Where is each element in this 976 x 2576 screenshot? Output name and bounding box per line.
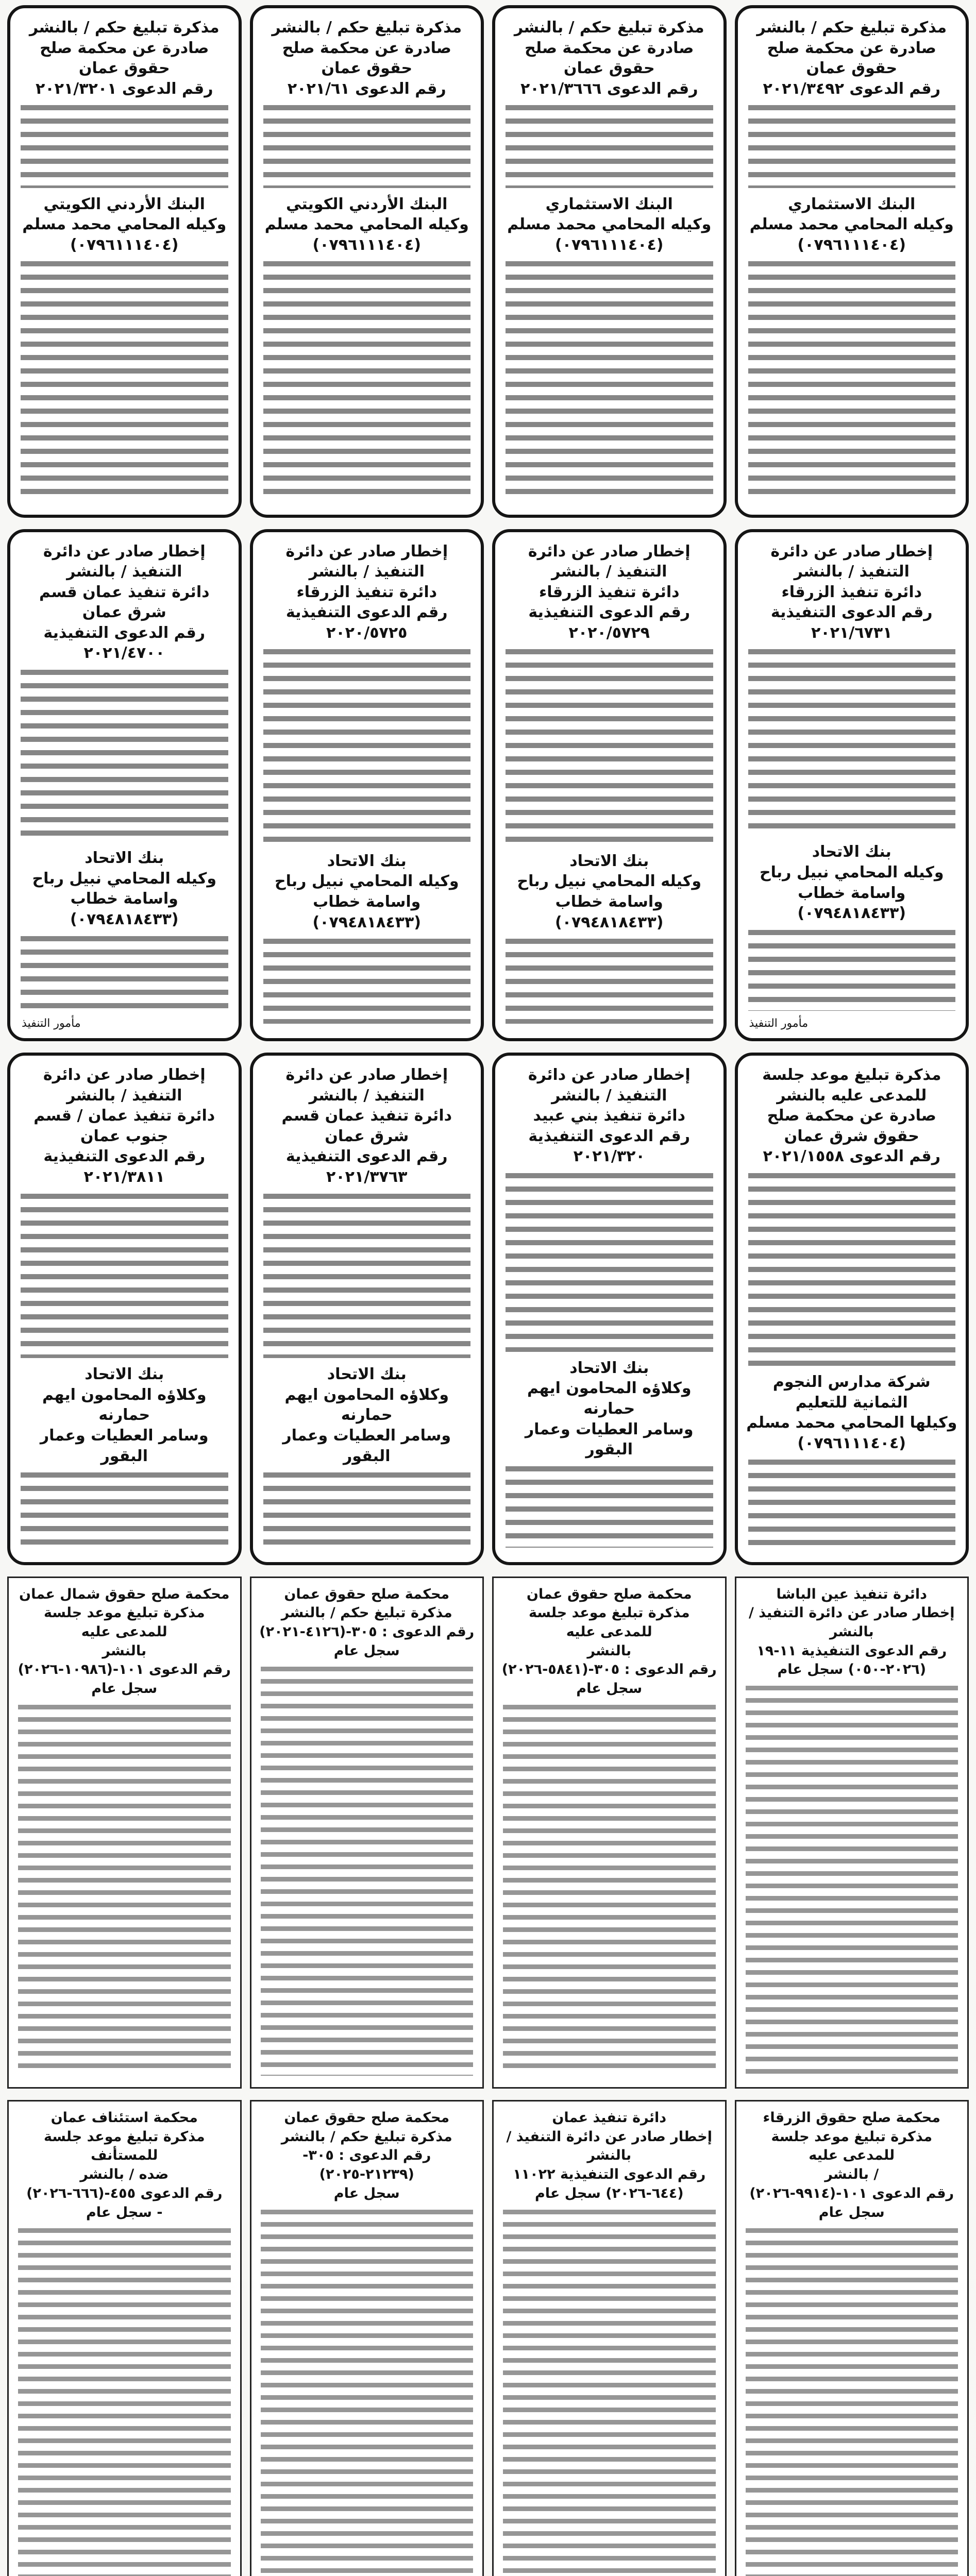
notice-party-line: بنك الاتحاد	[85, 849, 164, 868]
notice-header-line: بالنشر	[587, 1642, 632, 1659]
notice-party-line: البنك الاستثماري	[788, 195, 916, 213]
notice-footer-line: مأمور التنفيذ	[22, 1017, 81, 1030]
notice-header-line: رقم الدعوى التنفيذية	[285, 603, 448, 622]
legal-notice	[7, 1053, 242, 1565]
notice-party	[261, 851, 473, 933]
notice-party-line: بنك الاتحاد	[327, 1365, 407, 1384]
notice-header-line: دائرة تنفيذ عمان قسم شرق عمان	[281, 1107, 452, 1145]
notice-header-line: مذكرة تبليغ موعد جلسة للمدعى عليه	[43, 1605, 205, 1640]
notice-party	[746, 1372, 958, 1453]
notice-body-text	[261, 1667, 474, 2076]
legal-notice	[7, 2100, 242, 2576]
notice-header-line: محكمة صلح حقوق شمال عمان	[19, 1586, 230, 1602]
notice-body-text	[506, 261, 713, 500]
notice-header-line: رقم الدعوى ١٠١-(٩٩١٤-٢٠٢٦) سجل عام	[749, 2185, 954, 2221]
legal-notice	[250, 5, 484, 518]
notice-header-line: رقم الدعوى التنفيذية ١١٠٢٢	[513, 2166, 706, 2183]
notice-party-line: وكيله المحامي محمد مسلم	[22, 215, 227, 234]
notice-header-line: ٢٠٢١/٣٢٠	[573, 1147, 645, 1166]
notice-header	[503, 18, 715, 99]
notice-header-line: رقم الدعوى ٢٠٢١/٣٤٩٢	[763, 79, 940, 98]
notice-header-line: مذكرة تبليغ موعد جلسة للمدعى عليه بالنشر	[762, 1066, 941, 1105]
notice-party-line: بنك الاتحاد	[327, 852, 407, 870]
notice-header-line: مذكرة تبليغ حكم / بالنشر	[281, 2128, 452, 2145]
notice-header	[19, 541, 230, 664]
notice-body-text	[746, 1686, 958, 2076]
notice-body-text	[503, 1705, 716, 2076]
notice-party-line: وكلاؤه المحامون ايهم حمارنه	[527, 1379, 692, 1418]
notice-body-text	[21, 1472, 228, 1547]
notice-header	[746, 18, 958, 99]
notice-footer	[19, 1017, 230, 1030]
notice-body-text	[748, 1173, 956, 1366]
notice-header-line: دائرة تنفيذ الزرقاء	[539, 583, 680, 601]
notice-header-line: دائرة تنفيذ عمان / قسم جنوب عمان	[33, 1107, 215, 1145]
notice-party-line: وكيله المحامي محمد مسلم	[749, 215, 954, 234]
notice-header-line: محكمة صلح حقوق عمان	[526, 1586, 692, 1602]
notice-header-line: رقم الدعوى التنفيذية	[528, 603, 691, 622]
notice-header	[744, 2109, 961, 2222]
notice-header	[261, 1065, 473, 1188]
notice-header-line: رقم الدعوى التنفيذية	[43, 1147, 206, 1166]
notice-body-text	[18, 1705, 231, 2076]
legal-notice	[492, 1577, 727, 2089]
notice-header-line: صادرة عن محكمة صلح حقوق شرق عمان	[767, 1107, 936, 1145]
notice-party-line: بنك الاتحاد	[85, 1365, 164, 1384]
notice-header-line: دائرة تنفيذ الزرقاء	[296, 583, 437, 601]
notice-body-text	[748, 930, 956, 1011]
notice-header-line: مذكرة تبليغ موعد جلسة للمدعى عليه	[528, 1605, 690, 1640]
notice-header-line: إخطار صادر عن دائرة التنفيذ / بالنشر	[528, 1066, 691, 1105]
notice-header-line: (٦٤٤-٢٠٢٦) سجل عام	[534, 2185, 684, 2201]
notice-party	[503, 194, 715, 256]
notice-party-line: (٠٧٩٦١١١٤٠٤)	[797, 1434, 906, 1452]
legal-notice	[250, 1577, 484, 2089]
notice-header	[19, 1065, 230, 1188]
notice-header-line: إخطار صادر عن دائرة التنفيذ / بالنشر	[770, 542, 933, 581]
notice-header-line: إخطار صادر عن دائرة التنفيذ / بالنشر	[285, 1066, 448, 1105]
notice-party-line: (٠٧٩٦١١١٤٠٤)	[70, 235, 179, 254]
notice-header-line: رقم الدعوى التنفيذية	[770, 603, 933, 622]
notice-body-text	[263, 105, 471, 188]
notice-header	[261, 541, 473, 643]
notice-header-line: ضده / بالنشر	[80, 2166, 169, 2183]
legal-notice	[492, 2100, 727, 2576]
notice-body-text	[506, 649, 713, 844]
legal-notice	[250, 1053, 484, 1565]
notice-party-line: (٠٧٩٦١١١٤٠٤)	[312, 235, 422, 254]
legal-notice	[250, 2100, 484, 2576]
notice-header	[259, 1585, 476, 1661]
notice-party-line: البنك الأردني الكويتي	[286, 195, 448, 213]
notice-header-line: ٢٠٢١/٣٨١١	[83, 1167, 165, 1186]
legal-notice	[7, 1577, 242, 2089]
notice-header	[746, 1065, 958, 1167]
notice-header-line: محكمة صلح حقوق عمان	[284, 2110, 450, 2126]
notice-party-line: وكيله المحامي محمد مسلم	[507, 215, 712, 234]
notice-header-line: مذكرة تبليغ موعد جلسة للمستأنف	[43, 2128, 205, 2164]
notice-header-line: إخطار صادر عن دائرة التنفيذ / بالنشر	[43, 1066, 206, 1105]
notice-party-line: (٠٧٩٤٨١٨٤٣٣)	[797, 904, 906, 923]
notice-header-line: محكمة استئناف عمان	[51, 2110, 198, 2126]
notice-body-text	[748, 1460, 956, 1547]
notice-header	[501, 2109, 718, 2204]
notice-header-line: صادرة عن محكمة صلح حقوق عمان	[282, 39, 451, 78]
notice-header-line: رقم الدعوى التنفيذية	[43, 623, 206, 642]
notice-party-line: شركة مدارس النجوم الثمانية للتعليم	[772, 1373, 931, 1412]
notice-header-line: ٢٠٢٠/٥٧٢٥	[326, 623, 408, 642]
notice-header-line: مذكرة تبليغ حكم / بالنشر	[514, 19, 704, 37]
legal-notice	[735, 1053, 969, 1565]
notice-header-line: مذكرة تبليغ حكم / بالنشر	[756, 19, 947, 37]
notice-header	[744, 1585, 961, 1680]
notice-header-line: مذكرة تبليغ حكم / بالنشر	[272, 19, 462, 37]
notice-party-line: وكيله المحامي نبيل رباح واسامة خطاب	[32, 869, 217, 908]
notice-party-line: البنك الأردني الكويتي	[43, 195, 205, 213]
notice-header-line: سجل عام	[333, 1642, 400, 1659]
notice-header-line: دائرة تنفيذ عين الباشا	[776, 1586, 927, 1602]
notice-body-text	[21, 105, 228, 188]
notice-party-line: (٠٧٩٦١١١٤٠٤)	[797, 235, 906, 254]
notice-party-line: بنك الاتحاد	[569, 852, 649, 870]
notice-header	[16, 1585, 233, 1699]
notice-party	[503, 1358, 715, 1460]
notice-body-text	[21, 670, 228, 842]
notice-body-text	[263, 1194, 471, 1359]
notice-header-line: محكمة صلح حقوق عمان	[284, 1586, 450, 1602]
notice-header-line: إخطار صادر عن دائرة التنفيذ / بالنشر	[506, 2128, 712, 2164]
notice-header-line: - سجل عام	[86, 2204, 163, 2221]
notice-footer-line: مأمور التنفيذ	[749, 1017, 809, 1030]
notice-header-line: ٢٠٢١/٤٧٠٠	[83, 644, 165, 663]
notice-party	[19, 194, 230, 256]
notice-body-text	[503, 2210, 716, 2576]
notice-header	[503, 1065, 715, 1167]
notice-body-text	[748, 105, 956, 188]
notice-party	[261, 194, 473, 256]
notice-party	[19, 1364, 230, 1466]
notice-header	[503, 541, 715, 643]
notice-party-line: البنك الاستثماري	[545, 195, 673, 213]
notice-party-line: وكيله المحامي نبيل رباح واسامة خطاب	[274, 872, 459, 911]
notice-header-line: مذكرة تبليغ حكم / بالنشر	[29, 19, 220, 37]
notice-party	[19, 848, 230, 929]
notice-party-line: وكلاؤه المحامون ايهم حمارنه	[42, 1385, 207, 1425]
notice-body-text	[506, 105, 713, 188]
notice-header	[501, 1585, 718, 1699]
notice-header-line: رقم الدعوى : ٣٠٥-(٥٨٤١-٢٠٢٦)	[501, 1662, 717, 1678]
notice-header-line: ٢٠٢٠/٥٧٢٩	[568, 623, 650, 642]
legal-notice	[250, 529, 484, 1042]
notice-header-line: رقم الدعوى ١٠١-(١٠٩٨٦-٢٠٢٦)	[18, 1662, 231, 1678]
notice-body-text	[263, 649, 471, 844]
notice-party-line: وكيلها المحامي محمد مسلم	[746, 1414, 957, 1432]
notice-header-line: إخطار صادر عن دائرة التنفيذ / بالنشر	[749, 1605, 955, 1640]
notice-body-text	[263, 939, 471, 1024]
notice-party-line: وسامر العطيات وعمار البقور	[282, 1427, 451, 1465]
notice-party	[746, 194, 958, 256]
notice-party-line: (٠٧٩٤٨١٨٤٣٣)	[70, 910, 179, 929]
notice-header	[259, 2109, 476, 2204]
notice-header-line: دائرة تنفيذ عمان	[552, 2110, 667, 2126]
notice-header-line: رقم الدعوى ٢٠٢١/١٥٥٨	[763, 1147, 940, 1166]
notice-party-line: وكيله المحامي نبيل رباح واسامة خطاب	[759, 863, 944, 902]
notice-body-text	[21, 261, 228, 500]
notice-body-text	[748, 261, 956, 500]
notice-header-line: صادرة عن محكمة صلح حقوق عمان	[767, 39, 936, 78]
notice-party	[261, 1364, 473, 1466]
notice-party-line: وكيله المحامي محمد مسلم	[264, 215, 469, 234]
notice-header	[746, 541, 958, 643]
legal-notice	[735, 2100, 969, 2576]
notice-header-line: رقم الدعوى ٢٠٢١/٦١	[287, 79, 446, 98]
notice-header-line: مذكرة تبليغ حكم / بالنشر	[281, 1605, 452, 1621]
legal-notice	[492, 529, 727, 1042]
notice-party	[503, 851, 715, 933]
notice-header-line: دائرة تنفيذ الزرقاء	[781, 583, 922, 601]
notice-header-line: سجل عام	[333, 2185, 400, 2201]
notice-party	[746, 842, 958, 923]
notice-party-line: بنك الاتحاد	[812, 843, 891, 861]
notice-party-line: وسامر العطيات وعمار البقور	[40, 1427, 209, 1465]
notice-body-text	[263, 1472, 471, 1547]
notice-body-text	[748, 649, 956, 836]
notice-party-line: وكيله المحامي نبيل رباح واسامة خطاب	[517, 872, 702, 911]
notice-header-line: مذكرة تبليغ موعد جلسة للمدعى عليه	[771, 2128, 933, 2164]
notice-header-line: رقم الدعوى : ٣٠٥-(٢١٢٣٩-٢٠٢٥)	[302, 2147, 431, 2183]
notice-party-line: (٠٧٩٤٨١٨٤٣٣)	[554, 913, 664, 931]
notice-header	[19, 18, 230, 99]
notice-header-line: رقم الدعوى ٢٠٢١/٣٢٠١	[36, 79, 213, 98]
notice-header-line: ٢٠٢١/٣٧٦٣	[326, 1167, 408, 1186]
notice-body-text	[263, 261, 471, 500]
notice-header-line: ٢٠٢١/٦٧٣١	[811, 623, 893, 642]
notice-header-line: رقم الدعوى التنفيذية ١١-١٩	[756, 1642, 947, 1659]
notice-header-line: دائرة تنفيذ عمان قسم شرق عمان	[39, 583, 210, 622]
notice-party-line: وكلاؤه المحامون ايهم حمارنه	[284, 1385, 449, 1425]
legal-notice	[492, 5, 727, 518]
notice-header-line: صادرة عن محكمة صلح حقوق عمان	[40, 39, 209, 78]
notice-header-line: رقم الدعوى ٤٥٥-(٦٦٦-٢٠٢٦)	[26, 2185, 223, 2201]
legal-notice	[492, 1053, 727, 1565]
notice-header-line: (٢٠٢٦-٠٥٠) سجل عام	[777, 1662, 927, 1678]
notice-party-line: (٠٧٩٦١١١٤٠٤)	[554, 235, 664, 254]
notice-footer	[746, 1017, 958, 1030]
notice-header-line: إخطار صادر عن دائرة التنفيذ / بالنشر	[43, 542, 206, 581]
legal-notice	[735, 5, 969, 518]
legal-notice	[7, 529, 242, 1042]
notice-header-line: بالنشر	[102, 1642, 147, 1659]
notice-header-line: سجل عام	[91, 1681, 158, 1697]
notice-body-text	[506, 939, 713, 1024]
notice-body-text	[21, 936, 228, 1011]
notice-party-line: وسامر العطيات وعمار البقور	[525, 1420, 694, 1459]
notice-header-line: صادرة عن محكمة صلح حقوق عمان	[525, 39, 694, 78]
notice-header-line: رقم الدعوى : ٣٠٥-(٤١٢٦-٢٠٢١)	[259, 1623, 475, 1640]
legal-notice	[7, 5, 242, 518]
notice-body-text	[746, 2228, 958, 2576]
notice-header-line: محكمة صلح حقوق الزرقاء	[763, 2110, 940, 2126]
notice-party-line: (٠٧٩٤٨١٨٤٣٣)	[312, 913, 422, 931]
notice-header-line: رقم الدعوى التنفيذية	[285, 1147, 448, 1166]
notice-header	[261, 18, 473, 99]
notice-header-line: سجل عام	[576, 1681, 643, 1697]
notice-body-text	[506, 1466, 713, 1548]
notice-party-line: بنك الاتحاد	[569, 1359, 649, 1377]
notice-body-text	[261, 2210, 474, 2576]
notice-header-line: دائرة تنفيذ بني عبيد	[533, 1107, 685, 1125]
legal-notice	[735, 529, 969, 1042]
notice-body-text	[506, 1173, 713, 1352]
notice-body-text	[21, 1194, 228, 1359]
notice-header-line: إخطار صادر عن دائرة التنفيذ / بالنشر	[528, 542, 691, 581]
notice-header	[16, 2109, 233, 2222]
notice-header-line: / بالنشر	[824, 2166, 879, 2183]
notice-body-text	[18, 2228, 231, 2576]
notice-header-line: إخطار صادر عن دائرة التنفيذ / بالنشر	[285, 542, 448, 581]
notice-header-line: رقم الدعوى التنفيذية	[528, 1127, 691, 1145]
legal-notice	[735, 1577, 969, 2089]
notice-header-line: رقم الدعوى ٢٠٢١/٣٦٦٦	[520, 79, 698, 98]
